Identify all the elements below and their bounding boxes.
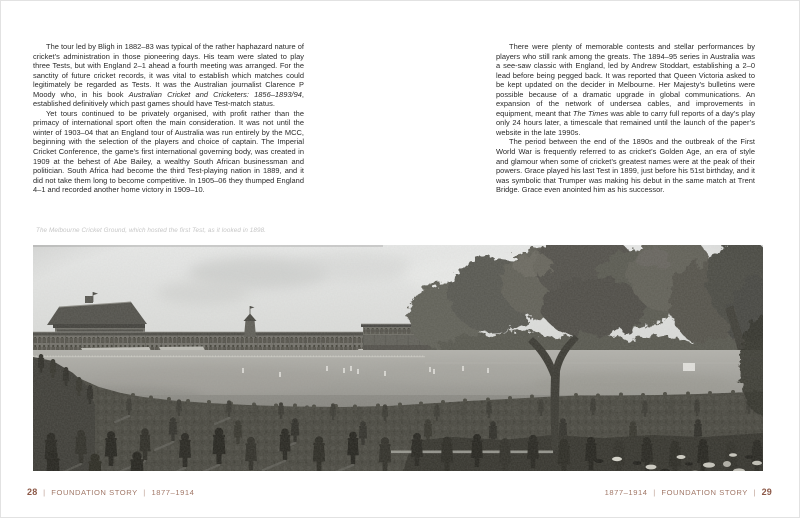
- mcg-photo: [33, 245, 763, 471]
- right-footer-years: 1877–1914: [604, 488, 648, 497]
- left-page-text-column: [33, 42, 304, 195]
- right-page-footer: [605, 487, 772, 497]
- left-footer-section: FOUNDATION STORY: [51, 488, 138, 497]
- right-footer-section: FOUNDATION STORY: [661, 488, 748, 497]
- photo-caption: The Melbourne Cricket Ground, which hosted the first Test, as it looked in 1898.: [36, 227, 267, 234]
- paragraph: Yet tours continued to be privately organised, with profit rather than the primacy of international sport often the main consideration. It was not until the winter of 1903–04 that an England tour of Australia was run entirely by the MCC, beginning with the selection of the players and choice of captain. The Imperial Cricket Conference, the game’s first international governing body, was created in 1909 at the behest of Abe Bailey, a wealthy South African businessman and politician. South Africa had become the third Test-playing nation in 1889, and it did not take them long to become competitive. In 1905–06 they thumped England 4–1 and recorded another home victory in 1909–10.: [33, 108, 304, 195]
- left-page-number: 28: [27, 487, 38, 497]
- right-page-text-column: [496, 42, 755, 195]
- left-page-footer: [27, 487, 194, 497]
- right-page-number: 29: [761, 487, 772, 497]
- left-footer-years: 1877–1914: [151, 488, 195, 497]
- footer-separator: |: [43, 488, 46, 497]
- footer-separator: |: [653, 488, 656, 497]
- photo-grain: [33, 245, 763, 471]
- footer-separator: |: [753, 488, 756, 497]
- paragraph: The period between the end of the 1890s and the outbreak of the First World War is frequently referred to as cricket’s Golden Age, an era of style and glamour when some of cricket’s greatest names were at the peak of their powers. Grace played his last Test in 1899, just before his 51st birthday, and it was symbolic that Trumper was making his debut in the same match at Trent Bridge. Grace even anointed him as his successor.: [496, 137, 755, 195]
- paragraph: The tour led by Bligh in 1882–83 was typical of the rather haphazard nature of cricket’s administration in those pioneering days. His team were slated to play three Tests, but with England 2–1 ahead a fourth meeting was arranged. For the sanctity of future cricket records, it was vital to establish which matches could legitimately be regarded as Tests. It was the Australian journalist Clarence P Moody who, in his book Australian Cricket and Cricketers: 1856–1893/94, established definitively which past games should have Test-match status.: [33, 42, 305, 109]
- mcg-photo-illustration: [33, 245, 763, 471]
- paragraph: There were plenty of memorable contests and stellar performances by players who still rank among the greats. The 1894–95 series in Australia was a see-saw classic with England, led by Andrew Stoddart, establishing a 2–0 lead before being pegged back. It was reported that Queen Victoria asked to be kept updated on the decider in Melbourne. Her Majesty’s bulletins were possible because of a dramatic upgrade in global communications. An expansion of the network of undersea cables, and improvements in equipment, meant that The Times was able to carry full reports of a day’s play only 24 hours later, a timescale that remained until the launch of the paper’s website in the late 1990s.: [496, 42, 755, 137]
- footer-separator: |: [143, 488, 146, 497]
